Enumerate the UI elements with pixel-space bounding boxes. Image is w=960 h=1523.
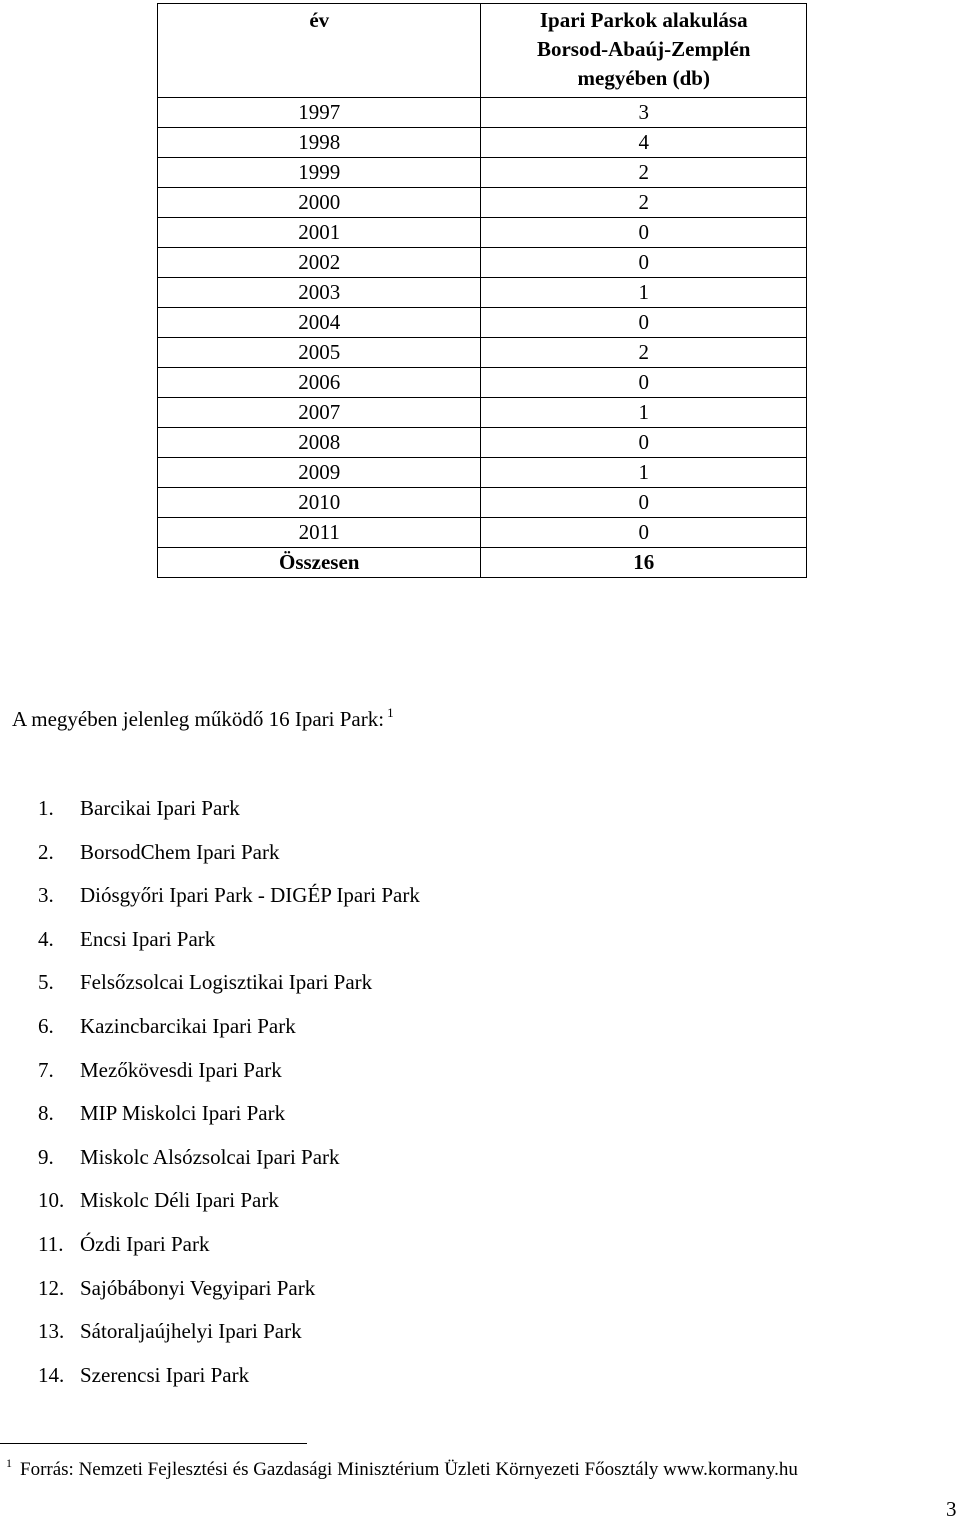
table-row <box>158 218 807 248</box>
year-cell: 2004 <box>158 308 481 338</box>
list-item <box>38 966 420 1010</box>
table-row <box>158 278 807 308</box>
table-row <box>158 128 807 158</box>
list-item-number: 11. <box>38 1231 64 1256</box>
list-item-number: 7. <box>38 1057 54 1082</box>
list-item <box>38 1315 420 1359</box>
count-cell: 1 <box>481 398 807 428</box>
list-item-number: 2. <box>38 839 54 864</box>
count-cell: 0 <box>481 518 807 548</box>
count-cell: 2 <box>481 158 807 188</box>
list-item-name: Diósgyőri Ipari Park - DIGÉP Ipari Park <box>80 883 420 908</box>
count-cell: 0 <box>481 248 807 278</box>
count-cell: 2 <box>481 338 807 368</box>
list-item-name: Barcikai Ipari Park <box>80 796 240 820</box>
count-cell: 2 <box>481 188 807 218</box>
footnote-separator <box>0 1443 307 1444</box>
table-row <box>158 368 807 398</box>
intro-sentence <box>12 705 394 732</box>
list-item-number: 6. <box>38 1013 54 1038</box>
total-row <box>158 548 807 578</box>
list-item-name: Encsi Ipari Park <box>80 926 216 951</box>
table-row <box>158 158 807 188</box>
list-item-name: Sajóbábonyi Vegyipari Park <box>80 1275 316 1300</box>
list-item <box>38 792 420 836</box>
table-row <box>158 308 807 338</box>
count-cell: 1 <box>481 278 807 308</box>
year-cell: 2002 <box>158 248 481 278</box>
year-column-header: év <box>158 4 481 98</box>
count-cell: 3 <box>481 98 807 128</box>
year-cell: 2003 <box>158 278 481 308</box>
list-item <box>38 1010 420 1054</box>
list-item-name: Mezőkövesdi Ipari Park <box>80 1057 282 1082</box>
count-cell: 4 <box>481 128 807 158</box>
list-item <box>38 1184 420 1228</box>
list-item-number: 1. <box>38 796 54 820</box>
list-item <box>38 1228 420 1272</box>
count-header-line: Ipari Parkok alakulása <box>539 8 748 32</box>
list-item-name: MIP Miskolci Ipari Park <box>80 1101 286 1126</box>
footnote <box>6 1456 798 1481</box>
list-item-number: 3. <box>38 883 54 908</box>
table-row <box>158 518 807 548</box>
list-item-name: Sátoraljaújhelyi Ipari Park <box>80 1319 302 1344</box>
table-row <box>158 488 807 518</box>
table-row <box>158 458 807 488</box>
industrial-parks-table <box>157 3 807 578</box>
count-cell: 0 <box>481 308 807 338</box>
table-row <box>158 428 807 458</box>
list-item-number: 10. <box>38 1188 65 1213</box>
year-cell: 2008 <box>158 428 481 458</box>
park-list <box>38 792 420 1402</box>
total-label: Összesen <box>158 548 481 578</box>
list-item <box>38 1141 420 1185</box>
footnote-mark: 1 <box>6 1456 12 1470</box>
footnote-reference: 1 <box>387 705 394 720</box>
list-item-name: Felsőzsolcai Logisztikai Ipari Park <box>80 970 373 995</box>
list-item-name: Miskolc Déli Ipari Park <box>80 1188 279 1213</box>
count-column-header <box>481 4 807 98</box>
table-row <box>158 338 807 368</box>
count-cell: 0 <box>481 488 807 518</box>
count-header-line: megyében (db) <box>577 66 710 90</box>
list-item-number: 9. <box>38 1144 54 1169</box>
list-item-name: Kazincbarcikai Ipari Park <box>80 1013 296 1038</box>
list-item <box>38 879 420 923</box>
list-item-number: 4. <box>38 926 54 951</box>
list-item <box>38 836 420 880</box>
list-item-name: Ózdi Ipari Park <box>80 1231 210 1256</box>
list-item-number: 5. <box>38 970 54 995</box>
intro-text: A megyében jelenleg működő 16 Ipari Park: <box>12 707 385 731</box>
year-cell: 2010 <box>158 488 481 518</box>
list-item <box>38 1359 420 1403</box>
list-item-number: 14. <box>38 1362 65 1387</box>
year-cell: 2011 <box>158 518 481 548</box>
table-row <box>158 248 807 278</box>
count-cell: 1 <box>481 458 807 488</box>
table-body <box>158 98 807 578</box>
count-cell: 0 <box>481 218 807 248</box>
year-cell: 2006 <box>158 368 481 398</box>
list-item <box>38 1272 420 1316</box>
table-row <box>158 398 807 428</box>
year-cell: 2001 <box>158 218 481 248</box>
count-cell: 0 <box>481 368 807 398</box>
year-cell: 2007 <box>158 398 481 428</box>
list-item-name: Szerencsi Ipari Park <box>80 1362 250 1387</box>
year-cell: 1999 <box>158 158 481 188</box>
year-cell: 2009 <box>158 458 481 488</box>
list-item <box>38 923 420 967</box>
list-item-number: 12. <box>38 1275 65 1300</box>
year-cell: 1998 <box>158 128 481 158</box>
footnote-text: Forrás: Nemzeti Fejlesztési és Gazdasági Minisztérium Üzleti Környezeti Főosztály www.kormany.hu <box>20 1459 798 1480</box>
table-row <box>158 188 807 218</box>
year-cell: 1997 <box>158 98 481 128</box>
year-cell: 2000 <box>158 188 481 218</box>
list-item <box>38 1054 420 1098</box>
list-item-name: BorsodChem Ipari Park <box>80 839 280 864</box>
total-value: 16 <box>481 548 807 578</box>
table-row <box>158 98 807 128</box>
year-cell: 2005 <box>158 338 481 368</box>
list-item-number: 8. <box>38 1101 54 1126</box>
count-header-line: Borsod-Abaúj-Zemplén <box>536 37 751 61</box>
table-header-row <box>158 4 807 98</box>
page-number: 3 <box>946 1497 957 1521</box>
list-item <box>38 1097 420 1141</box>
list-item-name: Miskolc Alsózsolcai Ipari Park <box>80 1144 340 1169</box>
list-item-number: 13. <box>38 1319 65 1344</box>
count-cell: 0 <box>481 428 807 458</box>
